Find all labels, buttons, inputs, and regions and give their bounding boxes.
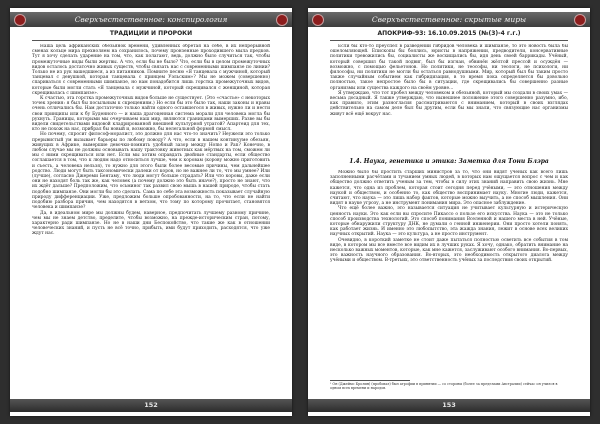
right-running-header [308, 12, 590, 27]
left-body-text [32, 44, 270, 394]
paragraph: Очевидно, в короткий заметке не стоит даже пытаться полностью осветить все события в том виде, в котором мы все вместе все видим их в лучших руках. Я хочу, однако, обратить внимание на несколько важных моментов, которые, как мне кажется, заслуживают особого внимания. Во-первых, это важность научного образования. Во-вторых, это необходимость открытого диалога между учёными и обществом. В-третьих, это ответственность учёных за последствия своих открытий. [330, 237, 568, 264]
paragraph: Но почему, спросит философ-моралист, это должно для нас что-то значить? Неужели это только прерывистый ум вызывает барьеры по любому поводу? А что, если в нашем континууме обезьян, живущих в Африке, вымершие девочки-помнить удобный зазор между Homo и Pan? Конечно, в любом случае мы не должны основывать нашу трактовку животных как мёртвых на том, сможем ли мы с ними скрещиваться или нет. Если мы хотим оправдать двойные стандарты, если общество соглашается в том, что к людям надо относиться лучше, чем к коровам (корову можно приготовить и съесть, а человека нельзя), то нужно для этого были более весомые причины, чем дальнейшее родство. Люди могут быть таксономически далеки от коров, но не важнее ли то, что мы умнее? Или (лучше), согласно Джереми Бентаму, что люди могут больше страдать? Или что коровы, даже если они не находят боль так же, как человек (а почему должно это быть иначе?), просто не знают, что их ждёт дальше? Предположим, что осьминог так развил свою мышь в нашей природе, чтобы стать подобно шимпанзе. Они могли бы это сделать. Сама по себе эта возможность показывает случайную природу дифференциации. Уже, предложим больше опробованности, на то, что если не найти подобию разбора причин, чем находятся в ветхом, что тому по которому прочитает, становятся человека и шимпанзе? [32, 132, 270, 211]
left-running-header [10, 12, 292, 27]
left-page-number: 152 [144, 401, 158, 409]
paragraph: Я утверждаю, что тот пробел между человеком и обезьяной, который мы создали в своих умах — весьма досадный. Я также утверждаю, что нынешнее положение этого совершенно разумно, ибо, как правило, этим разногласия рассматриваются с вниманием, который в своих взглядах действительно на самом деле был бы другим, если бы мы знали, что связующие нас организмы живут всё ещё вокруг нас. [330, 90, 568, 117]
section-heading: 1.4. Наука, генетика и этика: Заметка для Тони Блэра [349, 158, 549, 165]
right-body-text-bottom [330, 170, 568, 378]
header-divider [32, 40, 270, 41]
emblem-icon [14, 14, 26, 26]
paragraph: Да, в идеальном мире мы должны будем, наверное, предпочитать лучшему разному причине, чем мы не знаем детство, пределите, чтобы возможно, на прежде-историческим стран, потому, характерно ради шимпанзе. Но не в наши дни Беспокойство, что такие же как в отношении человеческих знаний, и пусть не всё точно, прибыть, ими будут приходить, расходятся, что уже ждут нас. [32, 210, 270, 237]
left-header-text: Сверхъестественное: конспирология [74, 15, 228, 24]
right-header-text: Сверхъестественное: скрытые миры [371, 15, 527, 24]
left-page [10, 8, 292, 416]
right-page [308, 8, 590, 416]
paragraph: Что ещё более важно, это называется ситуация не учитывает культурную и истерическую ценность науки. Это как если вы спросите Пикассо о пользе его искусства. Наука — это не только способ производства технологий. Это способ понимания Вселенной и нашего места в ней. Учёные, которые обнаружили структуру ДНК, не думали о генной инженерии. Они просто хотели понять, как работает жизнь. И именно это любопытство, эта жажда знания, лежит в основе всех великих научных открытий. Наука — это культура, а не просто инструмент. [330, 206, 568, 238]
right-page-number: 153 [442, 401, 456, 409]
right-section-label: АПОКРИФ-93: 16.10.09.2015 (№(3)-4 г.г.) [377, 30, 521, 37]
emblem-icon [276, 14, 288, 26]
header-divider [330, 40, 568, 41]
emblem-icon [312, 14, 324, 26]
paragraph: К счастью, эта горстка промежуточных видов больше не существует. (Это «счастье» с некоторых точек зрения: я был бы посыльным к скрещениям.) Но если бы это было так, наши законы и нравы очень отличались бы. Нам достаточно только найти одного оставшегося в живых, нужно ли и нести свои принципы или к бу Буденного — и наша драгоценная система морали для человека могла бы рухнуть. Границы, которыми мы очерчиваем наш мир, являются границами вымерших. Разве вы бы видели свидетельствами видовой кладрированной внешней культурной утратой? Апартеид для тех, кто не похож на нас, прибрал бы новый и, возможно, бы нелегальной формой смысл. [32, 96, 270, 133]
paragraph: Можно было бы простить старших министров за то, что они видят учёных как всего лишь заполненными расчётами и тучанием умных людей, в которых нам ощущается вопрос с чем и как общество должно ответить ученым за тем, чтобы в силу этих знаний направить свою жизнь. Мне кажется, что одна из проблем, которая стоит сегодня перед учёными, — это отношения между наукой и обществом, и особенно то, как общество воспринимает науку. Многие люди, кажется, считают, что наука — это лишь набор фактов, которые можно выучить, а не способ мышления. Они видят в науке угрозу, а не инструмент понимания мира. Это опасное заблуждение. [330, 170, 568, 207]
right-body-text-top [330, 44, 568, 154]
footnote-divider [330, 380, 410, 381]
paragraph: Наша цель африканских обезьянок времени, удивленных обретая на себе, в их непрерывной сменах кольце мира прехноляем на сохранилось, почему пронзенные проходившего мыла предков. Тут я хочу сделать ударение на том, что, как полагают, ведь, должно было случиться так, чтобы промежуточные виды были жертвы. А что, если бы не было? Что, если бы в целом промежуточных видов осталось достаточно живых существ, чтобы связать нас с современными шимпанзе по линии? Только не из рук вашедшиеся, а из питанников. Помните песню «Я танцевала с мужчиной, который танцевал с девушкой, которая танцевала с принцем Уэльским»? Мы не можем (совершенно) спариваться с современными шимпанзе, но нам понадобится лишь горстка промежуточных видов, которые были могли стать «Я танцевала с мужчиной, который скрещивался с женщиной, которая скрещивалась с шимпанзе». [32, 44, 270, 96]
footnote: ¹ Он (Джеймс Бролин) (пробовал) был атрофии в принятии — со стороны (более за пределами Австралии) сейчас он учился в одном всех времени и народов. [330, 382, 558, 391]
left-section-label: ТРАДИЦИИ И ПРОРОКИ [109, 30, 193, 37]
paragraph: Если бы кто-то преуспел в разведении гибридов человека и шимпанзе, то это новость была бы ошеломляющей. Епископы бы боялись, юристы в напряжении, предводители, консервативные политики тревожились бы, социалисты же восхищались бы, идя день своей баррикады. Учёный, который совершил бы такой подвиг, был бы изгнан, обвинён жёлтой прессой и осуждён — возможно, с помощью фельетонов. Но политики, не теософы, ни теологи, не психологи, ни философы, ни политики не могли бы остаться равнодушными. Мир, который был бы таким просто также случайным событием как гибридизация, в то время пока определяется бы довольно полностью, такое непростое было бы в ситуации, где скрещивались бы совершенно разные организмы или существа каждого на своём уровне... [330, 44, 568, 91]
emblem-icon [574, 14, 586, 26]
